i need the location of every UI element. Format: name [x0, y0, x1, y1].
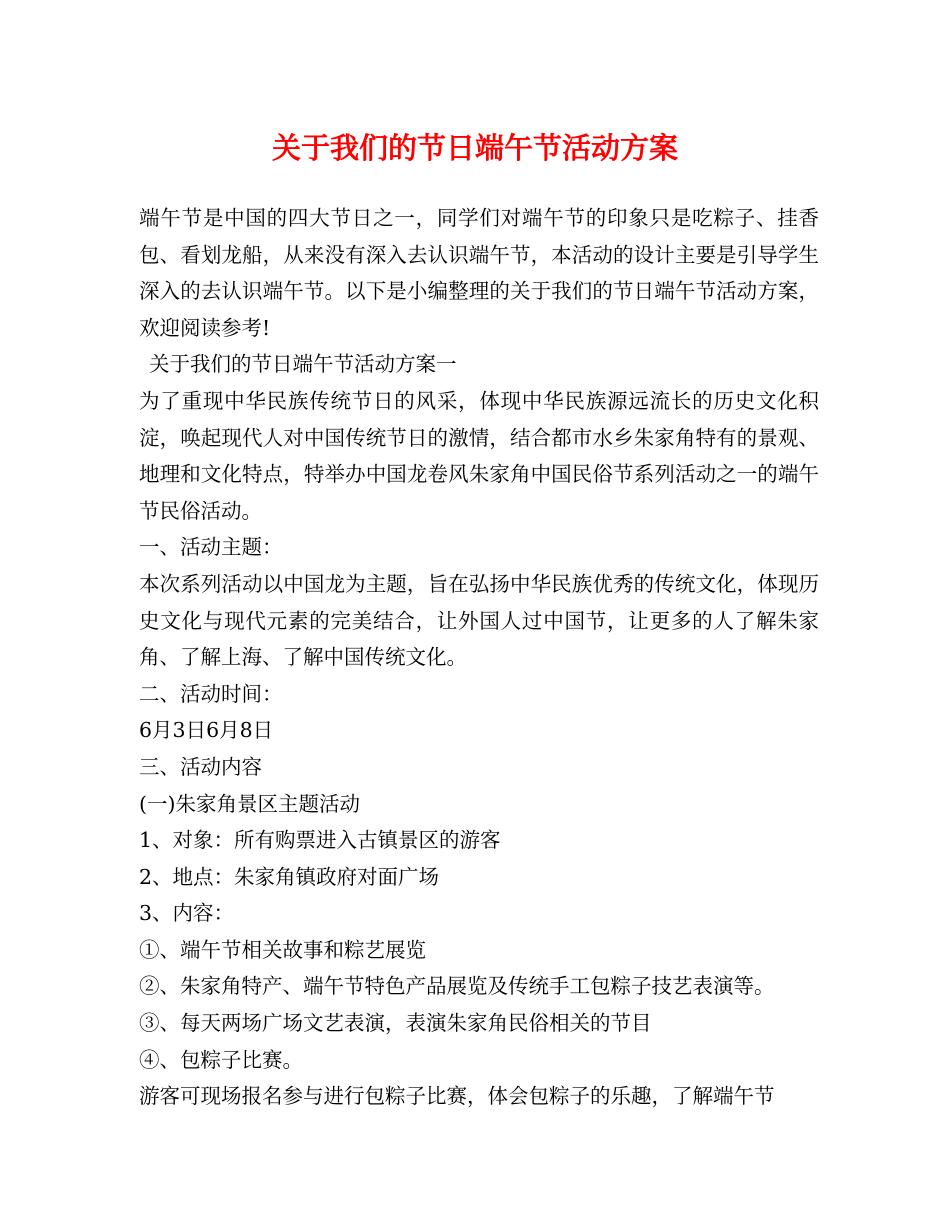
list-item-audience: 1、对象：所有购票进入古镇景区的游客 — [139, 828, 501, 853]
theme-paragraph: 本次系列活动以中国龙为主题，旨在弘扬中华民族优秀的传统文化，体现历史文化与现代元素的完美结合，让外国人过中国节，让更多的人了解朱家角、了解上海、了解中国传统文化。 — [139, 571, 819, 670]
competition-paragraph: 游客可现场报名参与进行包粽子比赛，体会包粽子的乐趣，了解端午节 — [139, 1084, 775, 1109]
content-item-1: ①、端午节相关故事和粽艺展览 — [139, 937, 426, 962]
document-body — [139, 200, 819, 1115]
content-item-2: ②、朱家角特产、端午节特色产品展览及传统手工包粽子技艺表演等。 — [139, 974, 775, 999]
document-title: 关于我们的节日端午节活动方案 — [271, 131, 678, 165]
list-item-content: 3、内容： — [139, 901, 235, 926]
heading-activity-time: 二、活动时间： — [139, 681, 283, 706]
subheading-scenic-activities: (一)朱家角景区主题活动 — [139, 791, 360, 816]
list-item-location: 2、地点：朱家角镇政府对面广场 — [139, 864, 440, 889]
heading-activity-theme: 一、活动主题： — [139, 535, 283, 560]
intro-paragraph: 端午节是中国的四大节日之一，同学们对端午节的印象只是吃粽子、挂香包、看划龙船，从来没有深入去认识端午节，本活动的设计主要是引导学生深入的去认识端午节。以下是小编整理的关于我们的节日端午节活动方案，欢迎阅读参考! — [139, 206, 819, 340]
content-item-4: ④、包粽子比赛。 — [139, 1047, 303, 1072]
activity-dates: 6月3日6月8日 — [139, 718, 274, 743]
heading-activity-content: 三、活动内容 — [139, 754, 262, 779]
purpose-paragraph: 为了重现中华民族传统节日的风采，体现中华民族源远流长的历史文化积淀，唤起现代人对中国传统节日的激情，结合都市水乡朱家角特有的景观、地理和文化特点，特举办中国龙卷风朱家角中国民俗节系列活动之一的端午节民俗活动。 — [139, 388, 819, 523]
content-item-3: ③、每天两场广场文艺表演，表演朱家角民俗相关的节目 — [139, 1011, 652, 1036]
section-heading-plan-one: 关于我们的节日端午节活动方案一 — [149, 352, 457, 377]
